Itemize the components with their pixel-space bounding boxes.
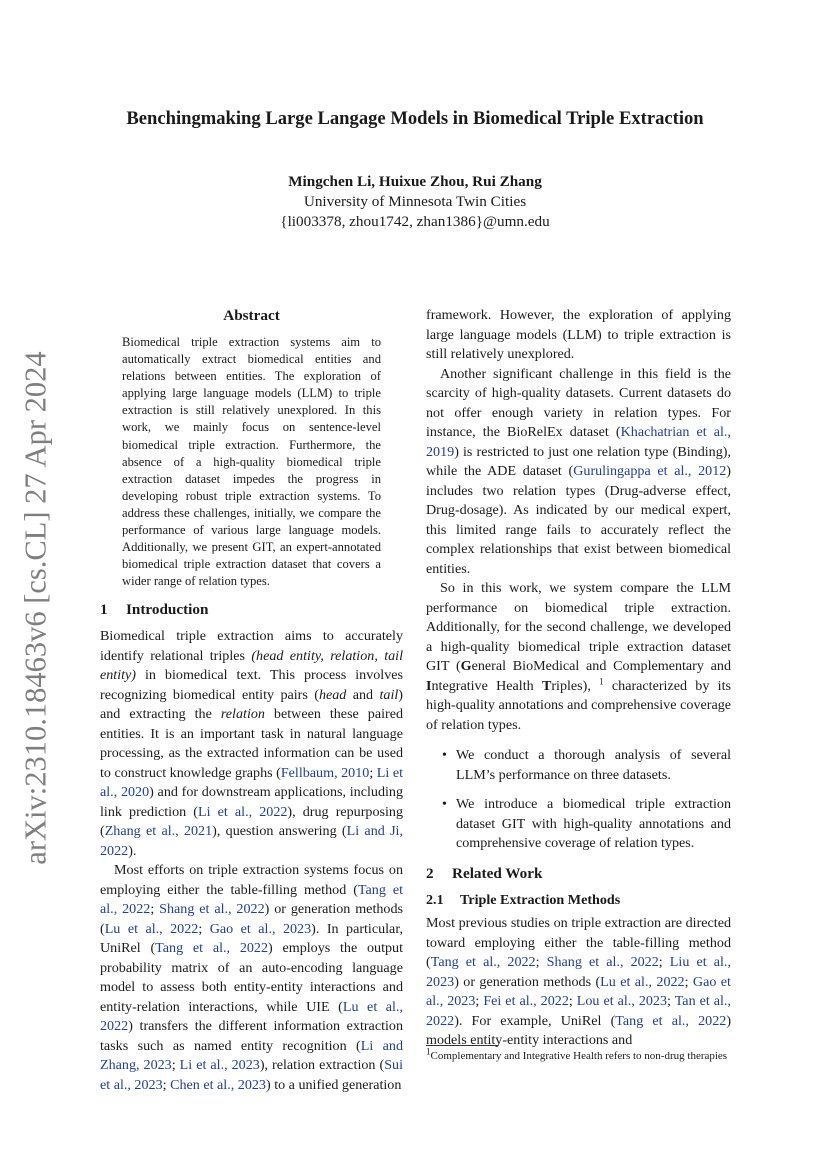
author-block — [150, 172, 680, 232]
citation-link[interactable]: Zhang et al., 2021 — [104, 823, 213, 840]
citation-link[interactable]: Tan et al., 2022 — [426, 993, 731, 1029]
footnote-number: 1 — [426, 1046, 431, 1057]
left-column — [100, 306, 403, 1095]
citation-link[interactable]: Liu et al., 2023 — [426, 954, 731, 990]
intro-paragraph-1: Biomedical triple extraction aims to accurately identify relational triples (head entity, relation, tail entity) in biomedical text. This process involves recognizing biomedical entity pairs (head and tail) and extracting the relation between these paired entities. It is an important task in natural language processing, as the extracted information can be used to construct knowledge graphs (Fellbaum, 2010; Li et al., 2020) and for downstream applications, including link prediction (Li et al., 2022), drug repurposing (Zhang et al., 2021), question answering (Li and Ji, 2022). — [100, 628, 404, 859]
citation-link[interactable]: Fellbaum, 2010 — [280, 764, 370, 781]
citation-link[interactable]: Chen et al., 2023 — [170, 1076, 266, 1093]
citation-link[interactable]: Li and Zhang, 2023 — [100, 1037, 403, 1074]
arxiv-stamp: arXiv:2310.18463v6 [cs.CL] 27 Apr 2024 — [18, 351, 53, 865]
footnote — [426, 1046, 731, 1063]
right-column — [426, 306, 731, 1051]
citation-link[interactable]: Shang et al., 2022 — [159, 901, 265, 918]
citation-link[interactable]: Shang et al., 2022 — [546, 954, 659, 970]
author-affiliation: University of Minnesota Twin Cities — [303, 193, 527, 210]
citation-link[interactable]: Lou et al., 2023 — [576, 993, 668, 1009]
section-number: 1 — [100, 601, 108, 619]
contribution-list — [426, 746, 731, 854]
author-emails: {li003378, zhou1742, zhan1386}@umn.edu — [280, 213, 550, 230]
subsection-number: 2.1 — [426, 891, 444, 908]
section-heading-related-work — [426, 864, 731, 884]
intro-paragraph-2: Most efforts on triple extraction systems focus on employing either the table-filling method (Tang et al., 2022; Shang et al., 2022) or generation methods (Lu et al., 2022; Gao et al., 2023). In particular, UniRel (Tang et al., 2022) employs the output probability matrix of an auto-encoding language model to assess both entity-entity interactions and entity-relation interactions, while UIE (Lu et al., 2022) transfers the different information extraction tasks such as named entity recognition (Li and Zhang, 2023; Li et al., 2023), relation extraction (Sui et al., 2023; Chen et al., 2023) to a unified generation — [100, 862, 404, 1093]
intro-paragraph-4: Another significant challenge in this field is the scarcity of high-quality datasets. Current datasets do not offer enough variety in relation types. For instance, the BioRelEx dataset (Khachatrian et al., 2019) is restricted to just one relation type (Binding), while the ADE dataset (Gurulingappa et al., 2012) includes two relation types (Drug-adverse effect, Drug-dosage). As indicated by our medical expert, this limited range fails to accurately reflect the complex relationships that exist between biomedical entities. — [426, 365, 731, 577]
abstract-heading: Abstract — [223, 307, 280, 324]
citation-link[interactable]: Tang et al., 2022 — [100, 881, 403, 918]
citation-link[interactable]: Khachatrian et al., 2019 — [426, 424, 731, 460]
citation-link[interactable]: Lu et al., 2022 — [104, 920, 199, 937]
subsection-title: Triple Extraction Methods — [460, 891, 621, 908]
section-title: Introduction — [126, 601, 209, 619]
citation-link[interactable]: Li et al., 2023 — [179, 1057, 260, 1074]
citation-link[interactable]: Li and Ji, 2022 — [100, 823, 403, 859]
list-item: • We conduct a thorough analysis of several LLM’s performance on three datasets. — [442, 746, 731, 785]
citation-link[interactable]: Li et al., 2022 — [197, 803, 288, 820]
citation-link[interactable]: Gurulingappa et al., 2012 — [573, 463, 727, 479]
intro-paragraph-3: framework. However, the exploration of applying large language models (LLM) to triple extraction is still relatively unexplored. — [426, 307, 731, 362]
footnote-text: Complementary and Integrative Health refers to non-drug therapies — [430, 1050, 728, 1062]
citation-link[interactable]: Tang et al., 2022 — [155, 940, 269, 957]
paper-title: Benchingmaking Large Langage Models in Biomedical Triple Extraction — [126, 108, 704, 129]
related-paragraph-1: Most previous studies on triple extraction are directed toward employing either the table-filling method (Tang et al., 2022; Shang et al., 2022; Liu et al., 2023) or generation methods (Lu et al., 2022; Gao et al., 2023; Fei et al., 2022; Lou et al., 2023; Tan et al., 2022). For example, UniRel (Tang et al., 2022) models entity-entity interactions and — [426, 915, 732, 1048]
footnote-divider — [426, 1045, 498, 1046]
citation-link[interactable]: Fei et al., 2022 — [483, 993, 569, 1009]
citation-link[interactable]: Gao et al., 2023 — [209, 920, 312, 937]
citation-link[interactable]: Lu et al., 2022 — [100, 998, 404, 1035]
section-heading-introduction — [100, 600, 403, 620]
list-item: • We introduce a biomedical triple extraction dataset GIT with high-quality annotations and comprehensive coverage of relation types. — [442, 795, 731, 854]
subsection-heading-triple-extraction — [426, 891, 731, 911]
author-names: Mingchen Li, Huixue Zhou, Rui Zhang — [288, 173, 542, 190]
citation-link[interactable]: Lu et al., 2022 — [600, 973, 685, 990]
section-number: 2 — [426, 864, 434, 882]
citation-link[interactable]: Tang et al., 2022 — [430, 954, 536, 970]
intro-paragraph-5: So in this work, we system compare the LLM performance on biomedical triple extraction. Additionally, for the second challenge, we developed a high-quality biomedical triple extraction dataset GIT (General BioMedical and Complementary and Integrative Health Triples), $^1$ characterized by its high-quality annotations and comprehensive coverage of relation types. — [426, 580, 731, 733]
section-title: Related Work — [452, 864, 543, 882]
abstract-text: Biomedical triple extraction systems aim to automatically extract biomedical entities and relations between entities. The exploration of applying large language models (LLM) to triple extraction is still relatively unexplored. In this work, we mainly focus on sentence-level biomedical triple extraction. Furthermore, the absence of a high-quality biomedical triple extraction dataset impedes the progress in developing robust triple extraction systems. To address these challenges, initially, we compare the performance of various large language models. Additionally, we present GIT, an expert-annotated biomedical triple extraction dataset that covers a wider range of relation types. — [122, 335, 381, 589]
citation-link[interactable]: Li et al., 2020 — [100, 764, 403, 801]
citation-link[interactable]: Tang et al., 2022 — [615, 1012, 727, 1029]
citation-link[interactable]: Sui et al., 2023 — [100, 1057, 403, 1093]
footnote-marker[interactable]: 1 — [599, 675, 604, 686]
citation-link[interactable]: Gao et al., 2023 — [426, 973, 731, 1009]
